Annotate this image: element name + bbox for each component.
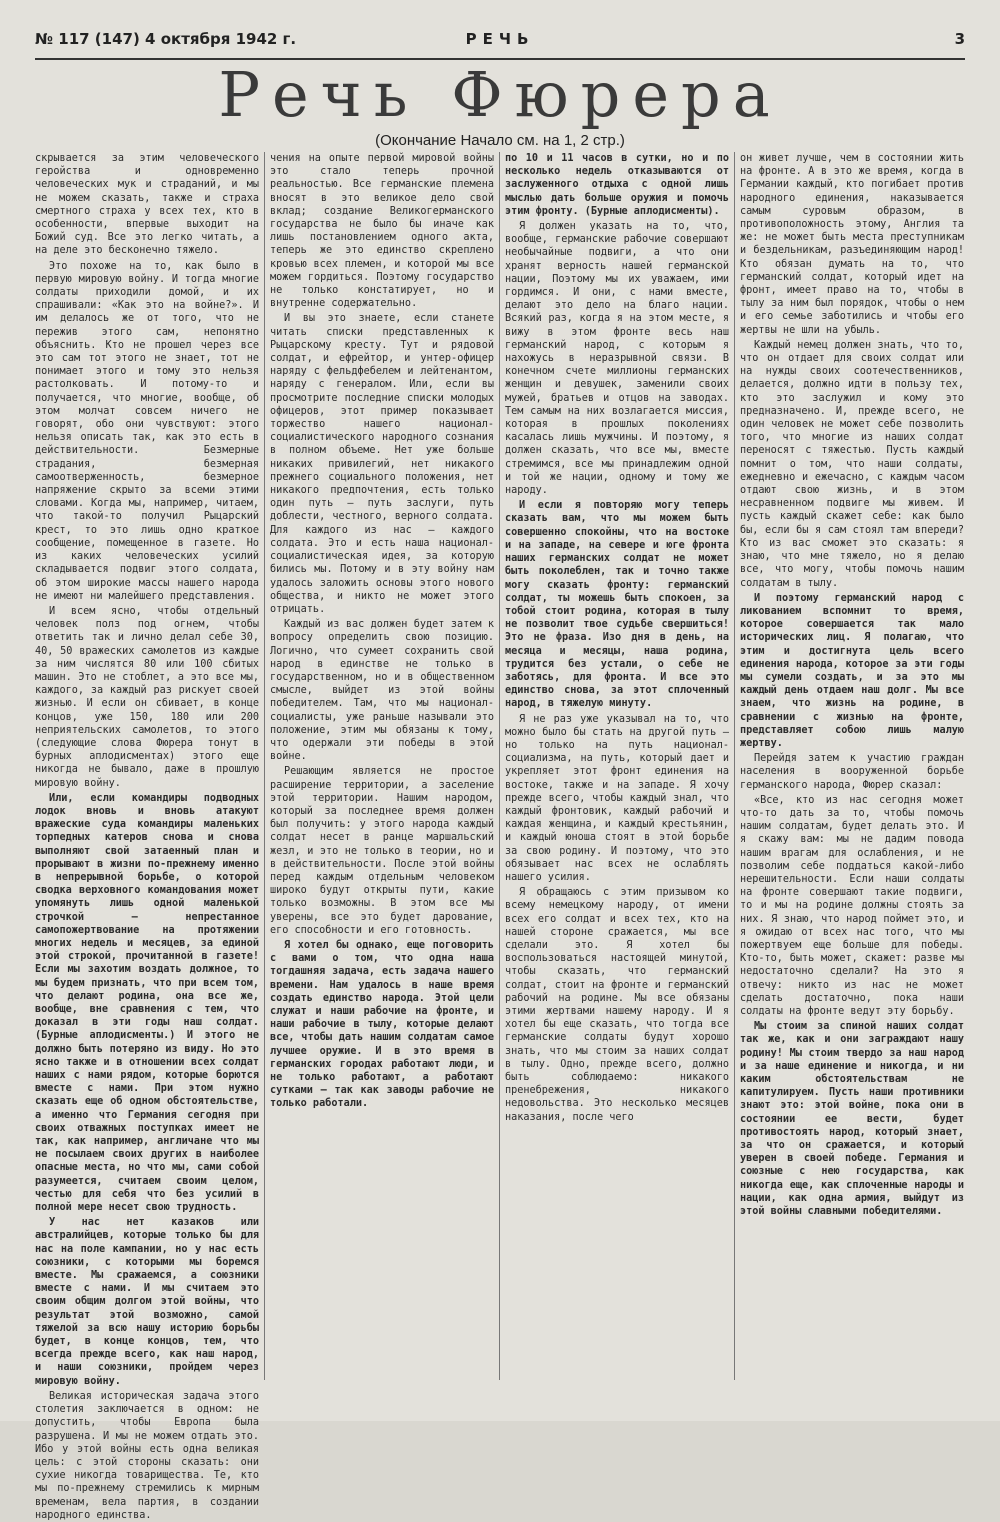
paragraph: Перейдя затем к участию граждан населения в вооруженной борьбе германского народа, Фюрер сказал:	[740, 753, 964, 791]
column-divider	[499, 152, 500, 1380]
paragraph: скрывается за этим человеческого геройства и одновременно человеческих мук и страданий, и мы не можем сказать, также и страха смертного страха у всех тех, кто в особенности, впервые выходит на Божий суд. Все это легко читать, а на деле это бесконечно тяжело.	[35, 153, 259, 257]
issue-info: № 117 (147) 4 октября 1942 г.	[35, 30, 297, 48]
article-body	[35, 152, 965, 1521]
running-header	[35, 30, 965, 56]
paragraph: Я обращаюсь с этим призывом ко всему немецкому народу, от имени всех его солдат и всех тех, кто на нашей стороне сражается, мы все сделали это. Я хотел бы воспользоваться настоящей минутой, чтобы сказать, что германский солдат, стоит на фронте и германский рабочий на родине. Мы все обязаны этими жертвами нашему народу. И я хотел бы еще сказать, что тогда все германские солдаты будут хорошо знать, что мы стоим за наших солдат в тылу. Одно, прежде всего, должно быть соблюдаемо: никакого пренебрежения, никакого недовольства. Это несколько месяцев наказания, после чего	[505, 887, 729, 1123]
column-4	[740, 152, 964, 1380]
paragraph: «Все, кто из нас сегодня может что-то дать за то, чтобы помочь нашим солдатам, будет делать это. И я скажу вам: мы не дадим повода нашим врагам для ослабления, и не позволим себе поддаться какой-либо нерешительности. Если наши солдаты на фронте совершают такие подвиги, то и мы на родине должны стоять за них. Я знаю, что народ поймет это, и я ожидаю от всех нас того, что мы пожертвуем еще больше для победы. Кто-то, быть может, скажет: разве мы недостаточно сделали? На это я отвечу: никто из нас не может сделать достаточно, пока наши солдаты на фронте ведут эту борьбу.	[740, 794, 964, 1017]
column-2	[270, 152, 494, 1380]
paragraph: И поэтому германский народ с ликованием вспомнит то время, которое совершается так мало исторических лиц. Я полагаю, что этим и достигнута цель всего единения народа, которое за эти годы мы сумели создать, и за это мы каждый день отдаем наш долг. Мы все знаем, что жизнь на родине, в сравнении с жизнью на фронте, представляет собою лишь малую жертву.	[740, 592, 964, 749]
article-title: Речь Фюрера	[218, 58, 782, 131]
article-subtitle: (Окончание Начало см. на 1, 2 стр.)	[375, 132, 625, 149]
column-divider	[734, 152, 735, 1380]
paragraph: Каждый немец должен знать, что то, что он отдает для своих солдат или на нужды своих соотечественников, делается, должно идти в пользу тех, кто это заслужил и кому это предназначено. И, прежде всего, не один человек не может себе позволить того, что многие из наших солдат переносят с тяжестью. Пусть каждый помнит о том, что наши солдаты, ежедневно и ежечасно, с каждым часом отдают свою жизнь, и в этом несравненном подвиге мы живем. И пусть каждый скажет себе: как было бы, если бы я сам стоял там впереди? Кто из вас сможет это сказать: я знаю, что мне тяжело, но я делаю все, что могу, чтобы помочь нашим солдатам в тылу.	[740, 339, 964, 589]
paragraph: по 10 и 11 часов в сутки, но и по несколько недель отказываются от заслуженного отдыха с одной лишь мыслью дать больше оружия и помочь этим фронту. (Бурные аплодисменты).	[505, 153, 729, 217]
paragraph: Великая историческая задача этого столетия заключается в одном: не допустить, чтобы Европа была разрушена. И мы не можем отдать это. Ибо у этой войны есть одна великая цель: с этой стороны сказать: они сухие никогда товарищества. Те, кто мы по-прежнему стремились к мирным временам, вела партия, в создании народного единства.	[35, 1390, 259, 1521]
paragraph: Я должен указать на то, что, вообще, германские рабочие совершают необычайные подвиги, а что они хранят верность нашей германской нации, Поэтому мы их уважаем, ими гордимся. И они, с нами вместе, делают это дело на благо нации. Всякий раз, когда я на этом месте, я вижу в этом фронте весь наш германский народ, с которым я нахожусь в неразрывной связи. В конечном счете миллионы германских женщин и девушек, заменили своих мужей, братьев и отцов на заводах. Тем самым на них возлагается миссия, которая в прошлых поколениях касалась лишь мужчины. И поэтому, я должен сказать, что все мы, вместе стремимся, все мы принадлежим одной и той же нации, одному и тому же народу.	[505, 221, 729, 497]
paragraph: Каждый из вас должен будет затем к вопросу определить свою позицию. Логично, что сумеет сохранить свой народ в единстве не только в государственном, но и в общественном смысле, выйдет из этой войны победителем. Там, что мы национал-социалисты, уже раньше называли это положение, этим мы обязаны к тому, что одержали эти победы в этой войне.	[270, 619, 494, 763]
paragraph: Я не раз уже указывал на то, что можно было бы стать на другой путь — но только на путь национал-социализма, на путь, который дает и укрепляет этот фронт единения на востоке, также и на западе. Я хочу прежде всего, чтобы каждый знал, что каждый фронтовик, каждый рабочий и каждая женщина, и каждый крестьянин, и каждый юноша стоят в этой борьбе за свою родину. И поэтому, что это обязывает нас всех не ослаблять нашего усилия.	[505, 713, 729, 883]
paragraph: И вы это знаете, если станете читать списки представленных к Рыцарскому кресту. Тут и рядовой солдат, и ефрейтор, и унтер-офицер наряду с фельдфебелем и лейтенантом, наряду с генералом. Или, если вы просмотрите последние списки молодых офицеров, этот пример показывает торжество нашего национал-социалистического народного сознания в полном объеме. Нет уже больше никаких привилегий, нет никакого прежнего социального положения, нет никакого предпочтения, есть только один путь — путь заслуги, путь доблести, честного, верного солдата. Для каждого из нас — каждого солдата. Это и есть наша национал-социалистическая идея, за которую бились мы. Потому и в эту войну нам удалось заложить основы этого нового общества, и никто не может этого отрицать.	[270, 313, 494, 615]
newspaper-name: РЕЧЬ	[465, 30, 535, 48]
paragraph: И если я повторяю могу теперь сказать вам, что мы можем быть совершенно спокойны, что на востоке и на западе, на севере и юге фронта наших германских солдат не может быть поколеблен, так и точно также могу сказать фронту: германский солдат, ты можешь быть спокоен, за тобой стоит родина, которая в тылу не позволит твое судьбе свершиться! Это не фраза. Изо дня в день, на месяца и месяцы, наша родина, трудится без устали, о себе не заботясь, для фронта. И все это единство снова, за этот сплоченный народ, в тяжелую минуту.	[505, 500, 729, 710]
paragraph: У нас нет казаков или австралийцев, которые только бы для нас на поле кампании, но у нас есть союзники, с которыми мы боремся вместе. Мы сражаемся, а союзники вместе с нами. И мы считаем это своим общим долгом этой войны, что результат этой возможно, самой тяжелой за всю нашу историю борьбы будет, в конце концов, тем, что всегда прежде всего, как наш народ, и наши союзники, пройдем через мировую войну.	[35, 1217, 259, 1387]
paragraph: чения на опыте первой мировой войны это стало теперь прочной реальностью. Все германские племена вносят в это великое дело свой вклад; создание Великогерманского государства не было бы иначе как лишь постановлением одного акта, теперь же это единство скреплено кровью всех племен, и которой мы все можем гордиться. Поэтому государство не только констатирует, но и внутренне содержательно.	[270, 153, 494, 310]
column-3	[505, 152, 729, 1380]
paragraph: Мы стоим за спиной наших солдат так же, как и они заграждают нашу родину! Мы стоим твердо за наш народ и за наше единение и никогда, и ни каким обстоятельствам не капитулируем. Пусть наши противники знают это: этой войне, пока они в состоянии ее вести, будет противостоять народ, который знает, за что он сражается, и который уверен в своей победе. Германия и союзные с нею государства, как никогда еще, как сплоченные народы и нации, как одна армия, выйдут из этой войны славными победителями.	[740, 1021, 964, 1218]
paragraph: Или, если командиры подводных лодок вновь и вновь атакуют вражеские суда командиры маленьких торпедных катеров снова и снова выполняют свой затаенный план и прорывают в жизни по-прежнему именно в непрерывной борьбе, о которой сводка верховного командования может упомянуть лишь одной маленькой строчкой — непрестанное самопожертвование на протяжении многих недель и месяцев, за единой этой строкой, прочитанной в газете! Если мы захотим воздать должное, то мы будем признать, что при всем том, что делают родина, она все же, вообще, вне сравнения с тем, что доказал в эти годы наш солдат. (Бурные аплодисменты.) И этого не должно быть потеряно из виду. Но это ясно также и в отношении всех солдат наших с нами рядом, которые борются вместе с нами. При этом нужно сказать еще об одном обстоятельстве, а именно что Германия сегодня при своих отважных поступках имеет не так, как например, англичане что мы не посылаем своих других в наиболее опасные места, но что мы, сами собой разумеется, считаем своим целом, честью для себя что без усилий в полной мере несет свою трудность.	[35, 792, 259, 1214]
page-number: 3	[954, 30, 965, 48]
column-1	[35, 152, 259, 1521]
paragraph: Решающим является не простое расширение территории, а заселение этой территории. Нашим народом, который за последнее время должен был получить: у этого народа каждый солдат несет в ранце маршальский жезл, и это не только в теории, но и в действительности. После этой войны перед каждым отдельным человеком широко будут открыты пути, какие только возможны. В этом все мы уверены, все это будет дарование, его способности и его готовность.	[270, 766, 494, 936]
paragraph: он живет лучше, чем в состоянии жить на фронте. А в это же время, когда в Германии каждый, кто погибает против народного единения, наказывается самым суровым образом, в противоположность этому, Англия та же: не может быть места преступникам и бездельникам, разъединяющим народ! Кто обязан думать на то, что германский солдат, который идет на фронт, имеет право на то, чтобы в тылу за ним был порядок, чтобы о нем и его семье заботились и чтобы его жертвы не шли на убыль.	[740, 153, 964, 336]
column-divider	[264, 152, 265, 1380]
paragraph: Я хотел бы однако, еще поговорить с вами о том, что одна наша тогдашняя задача, есть задача нашего времени. Нам удалось в наше время создать единство народа. Этой цели служат и наши рабочие на фронте, и наши рабочие в тылу, которые делают все, чтобы дать нашим солдатам самое лучшее оружие. И в это время в германских городах работают люди, и не только работают, а работают сутками — так как заводы рабочие не только работали.	[270, 939, 494, 1110]
paragraph: Это похоже на то, как было в первую мировую войну. И тогда многие солдаты приходили домой, и их спрашивали: «Как это на войне?». И им делалось же от того, что не пережив этого сам, непонятно объяснить. Кто не прошел через все это сам тот этого не знает, тот не понимает этого и тому это нельзя растолковать. И потому-то и получается, что многие, вообще, об этом молчат совсем ничего не говорят, обо они чувствуют: этого нельзя описать так, как это есть в действительности. Безмерные страдания, безмерная самоотверженность, безмерное напряжение скрыто за всеми этими словами. Когда мы, например, читаем, что такой-то получил Рыцарский крест, то это лишь одно краткое сообщение, помещенное в газете. Но из каких человеческих усилий складывается подвиг этого солдата, об этом широкие массы нашего народа не имеют ни малейшего представления.	[35, 260, 259, 602]
paragraph: И всем ясно, чтобы отдельный человек полз под огнем, чтобы ответить так и лично делал себе 30, 40, 50 вражеских самолетов из каждые за ним числятся 80 или 100 сбитых машин. Это не стоблет, а это все мы, каждого, за каждый раз рискует своей жизнью. И если он сбивает, в конце концов, уже 150, 180 или 200 неприятельских самолетов, то этого (следующие слова Фюрера тонут в бурных аплодисментах) этого еще никогда не бывало, даже в прошлую мировую войну.	[35, 605, 259, 789]
